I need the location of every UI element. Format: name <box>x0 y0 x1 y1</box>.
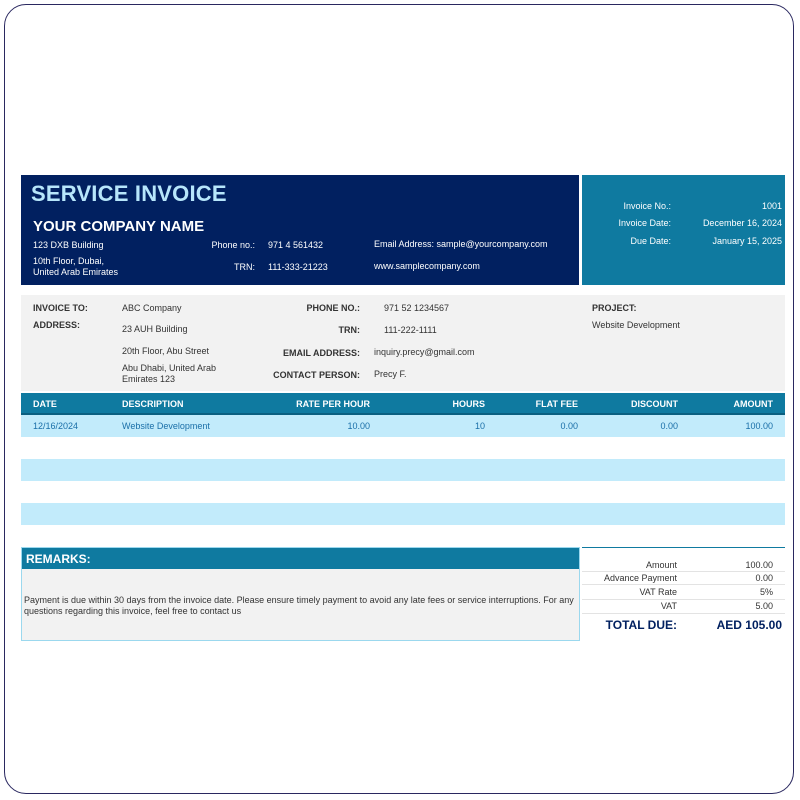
company-address-line1: 123 DXB Building <box>33 240 104 250</box>
project-value: Website Development <box>592 320 680 330</box>
project-label: PROJECT: <box>592 303 637 313</box>
divider <box>582 571 785 572</box>
company-trn-value: 111-333-21223 <box>268 262 328 272</box>
invoice-date-label: Invoice Date: <box>618 218 671 228</box>
client-email-value: inquiry.precy@gmail.com <box>374 347 475 357</box>
vat-value: 5.00 <box>755 601 773 611</box>
col-flat-fee-header: FLAT FEE <box>535 399 578 409</box>
vat-rate-label: VAT Rate <box>639 587 677 597</box>
invoice-number-value: 1001 <box>761 201 782 211</box>
contact-person-value: Precy F. <box>374 369 407 379</box>
col-discount-header: DISCOUNT <box>631 399 678 409</box>
col-date-header: DATE <box>33 399 57 409</box>
table-row-empty <box>21 503 785 525</box>
cell-hours: 10 <box>474 421 485 431</box>
items-table-header <box>21 393 785 415</box>
table-row-empty <box>21 459 785 481</box>
divider <box>582 584 785 585</box>
cell-flat-fee: 0.00 <box>560 421 578 431</box>
client-address-line2: 20th Floor, Abu Street <box>122 346 210 356</box>
cell-date: 12/16/2024 <box>33 421 79 431</box>
invoice-title: SERVICE INVOICE <box>31 181 227 206</box>
invoice-header <box>21 175 579 285</box>
vat-label: VAT <box>660 601 677 611</box>
client-phone-value: 971 52 1234567 <box>384 303 450 313</box>
invoice-date-value: December 16, 2024 <box>702 218 782 228</box>
due-date-label: Due Date: <box>630 236 671 246</box>
total-due-label: TOTAL DUE: <box>605 618 677 632</box>
client-trn-value: 111-222-1111 <box>384 325 437 335</box>
company-address-line2: 10th Floor, Dubai, <box>33 256 105 266</box>
advance-payment-label: Advance Payment <box>603 573 677 583</box>
client-info-section <box>21 295 785 391</box>
company-trn-label: TRN: <box>234 262 255 272</box>
col-hours-header: HOURS <box>452 399 485 409</box>
company-email: Email Address: sample@yourcompany.com <box>374 239 548 249</box>
company-address-line3: United Arab Emirates <box>33 267 119 277</box>
client-address-line1: 23 AUH Building <box>122 324 188 334</box>
client-trn-label: TRN: <box>338 325 360 335</box>
invoice-meta-panel <box>582 175 785 285</box>
company-website: www.samplecompany.com <box>374 261 480 271</box>
amount-value: 100.00 <box>745 560 773 570</box>
total-due-value: AED 105.00 <box>716 618 782 632</box>
client-email-label: EMAIL ADDRESS: <box>282 348 360 358</box>
cell-discount: 0.00 <box>660 421 678 431</box>
col-description-header: DESCRIPTION <box>122 399 184 409</box>
remarks-section <box>21 547 580 641</box>
client-address-line3: Abu Dhabi, United Arab <box>122 363 217 373</box>
remarks-text: Payment is due within 30 days from the invoice date. Please ensure timely payment to avoid any late fees or service interruptions. For any questions regarding this invoice, feel free to contact us <box>24 595 574 616</box>
company-phone-value: 971 4 561432 <box>268 240 324 250</box>
cell-amount: 100.00 <box>745 421 773 431</box>
col-amount-header: AMOUNT <box>733 399 773 409</box>
client-phone-label: PHONE NO.: <box>306 303 360 313</box>
company-name: YOUR COMPANY NAME <box>33 218 205 235</box>
divider <box>582 599 785 600</box>
due-date-value: January 15, 2025 <box>712 236 782 246</box>
advance-payment-value: 0.00 <box>755 573 773 583</box>
vat-rate-value: 5% <box>759 587 773 597</box>
contact-person-label: CONTACT PERSON: <box>273 370 360 380</box>
client-address-line4: Emirates 123 <box>122 374 176 384</box>
amount-label: Amount <box>645 560 677 570</box>
invoice-to-label: INVOICE TO: <box>33 303 88 313</box>
company-phone-label: Phone no.: <box>211 240 255 250</box>
cell-rate: 10.00 <box>347 421 370 431</box>
invoice-to-value: ABC Company <box>122 303 182 313</box>
col-rate-header: RATE PER HOUR <box>296 399 370 409</box>
remarks-header <box>22 548 579 569</box>
address-label: ADDRESS: <box>33 320 81 330</box>
remarks-title: REMARKS: <box>26 552 91 566</box>
invoice-number-label: Invoice No.: <box>623 201 671 211</box>
cell-description: Website Development <box>122 421 210 431</box>
totals-section <box>582 547 785 641</box>
divider <box>582 613 785 614</box>
table-row <box>21 415 785 437</box>
